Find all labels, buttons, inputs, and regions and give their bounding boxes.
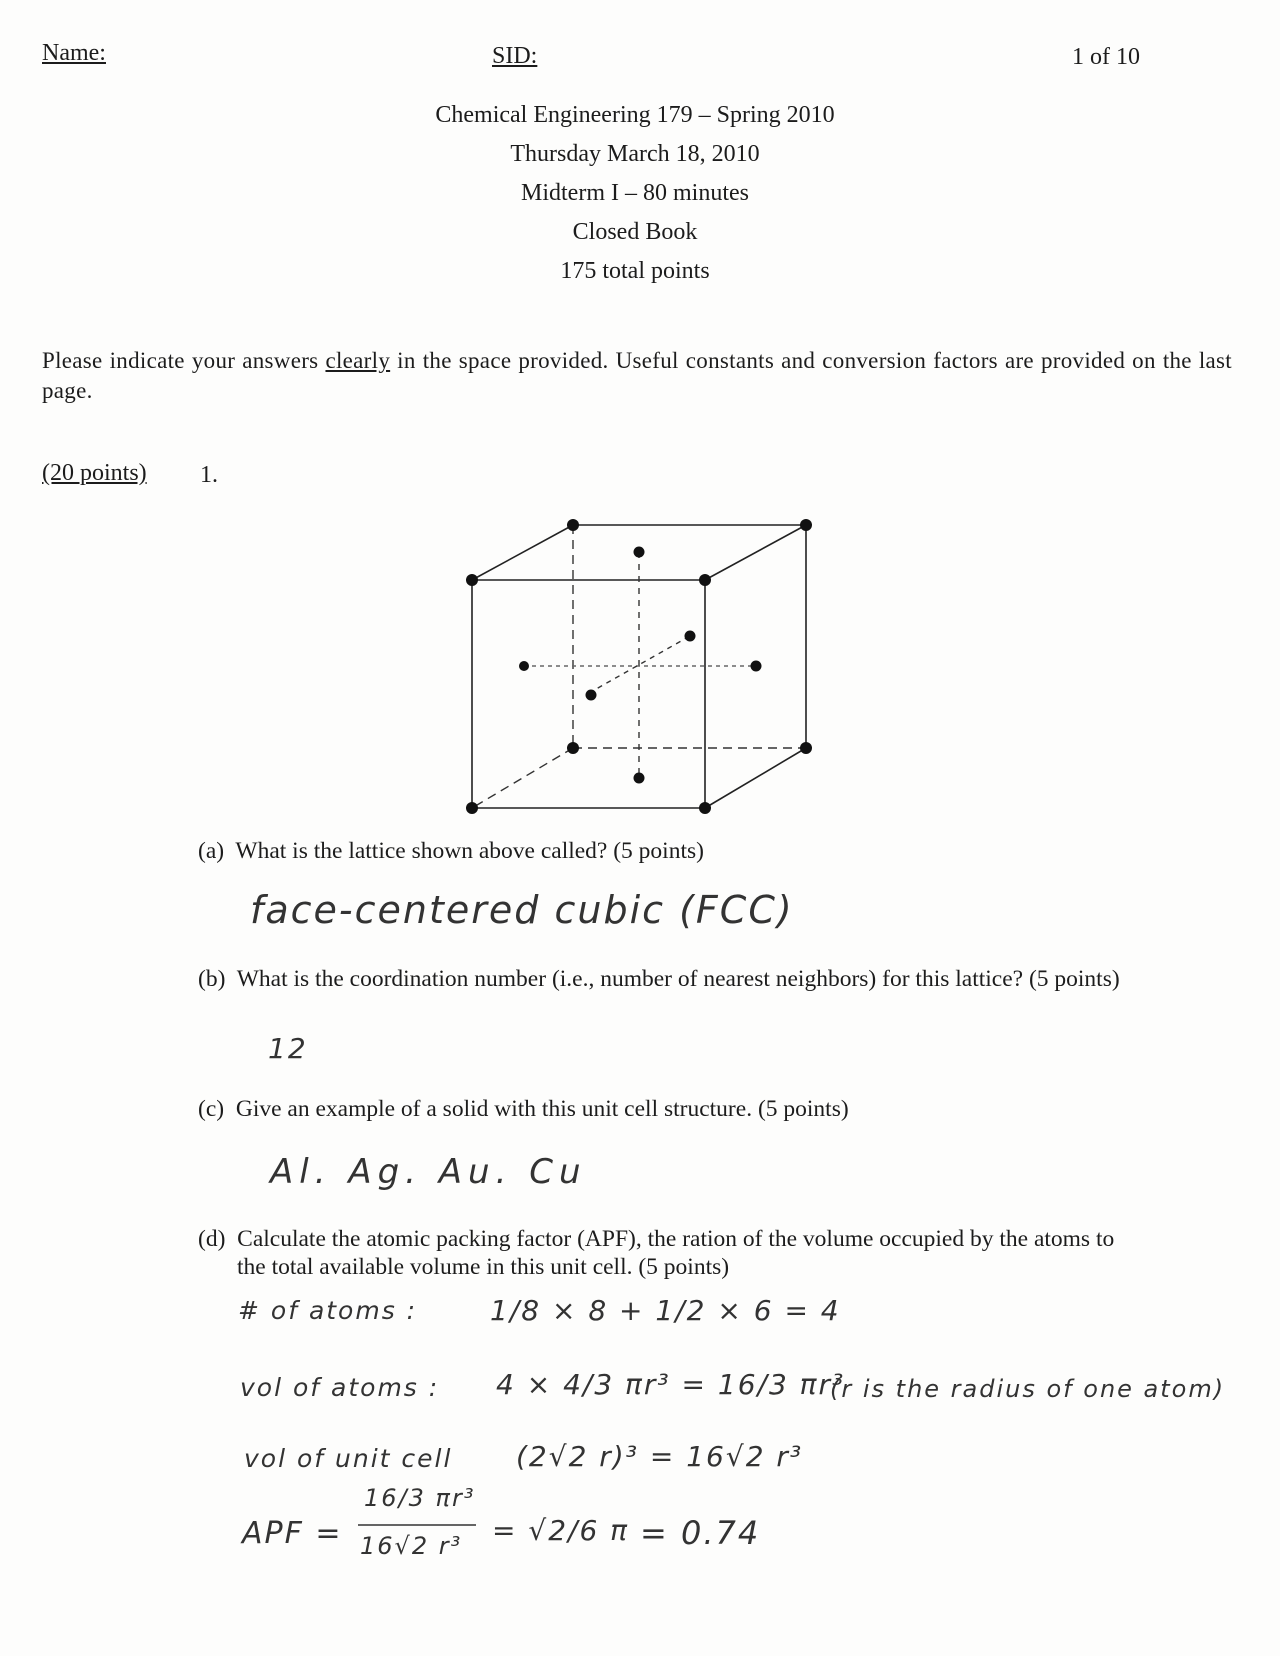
name-label: Name: [42, 40, 106, 66]
course-title: Chemical Engineering 179 – Spring 2010 [435, 102, 835, 128]
instructions-emphasis: clearly [325, 348, 391, 373]
work-apf-denominator: 16√2 r³ [360, 1532, 463, 1560]
instructions: Please indicate your answers clearly in the space provided. Useful constants and conversion factors are provided on the last page. [42, 348, 1232, 403]
exam-name: Midterm I – 80 minutes [521, 180, 749, 206]
question-c: (c) Give an example of a solid with this unit cell structure. (5 points) [198, 1096, 849, 1122]
face-center-atom [685, 631, 696, 642]
corner-atom [699, 574, 711, 586]
corner-atom [800, 742, 812, 754]
work-vol-cell-label: vol of unit cell [244, 1444, 453, 1473]
question-d-line1: (d) Calculate the atomic packing factor (APF), the ration of the volume occupied by the atoms to [198, 1226, 1115, 1252]
work-apf-simplified: = √2/6 π [492, 1514, 630, 1547]
work-apf-label: APF = [242, 1516, 343, 1551]
face-center-atom [634, 547, 645, 558]
work-vol-cell-calc: (2√2 r)³ = 16√2 r³ [516, 1440, 804, 1473]
problem-number: 1. [200, 462, 218, 488]
title-block [0, 96, 1270, 291]
question-a: (a) What is the lattice shown above called? (5 points) [198, 838, 704, 864]
corner-atom [800, 519, 812, 531]
corner-atom [567, 519, 579, 531]
work-vol-atoms-note: (r is the radius of one atom) [830, 1375, 1226, 1403]
face-center-atom [634, 773, 645, 784]
book-policy: Closed Book [572, 219, 698, 245]
work-atoms-calc: 1/8 × 8 + 1/2 × 6 = 4 [490, 1294, 841, 1327]
corner-atom [567, 742, 579, 754]
work-apf-numerator: 16/3 πr³ [364, 1484, 476, 1512]
exam-date: Thursday March 18, 2010 [510, 141, 760, 167]
fcc-unit-cell-diagram [440, 500, 820, 830]
work-vol-atoms-calc: 4 × 4/3 πr³ = 16/3 πr³ [496, 1368, 846, 1401]
corner-atom [466, 574, 478, 586]
apf-fraction-bar [356, 1522, 480, 1528]
answer-b: 12 [268, 1032, 308, 1065]
work-atoms-label: # of atoms : [238, 1296, 418, 1325]
work-vol-atoms-label: vol of atoms : [240, 1373, 440, 1402]
question-d-line2: the total available volume in this unit cell. (5 points) [237, 1254, 730, 1280]
work-apf-result: = 0.74 [640, 1514, 761, 1552]
corner-atom [466, 802, 478, 814]
page-number: 1 of 10 [1072, 44, 1140, 70]
total-points: 175 total points [560, 258, 710, 284]
answer-c: Al. Ag. Au. Cu [270, 1152, 587, 1192]
question-b: (b) What is the coordination number (i.e., number of nearest neighbors) for this lattice? (5 points) [198, 966, 1120, 992]
face-center-atom [519, 661, 529, 671]
face-center-atom [586, 690, 597, 701]
sid-label: SID: [492, 43, 538, 69]
face-center-atom [751, 661, 762, 672]
corner-atom [699, 802, 711, 814]
problem-points: (20 points) [42, 460, 147, 486]
answer-a: face-centered cubic (FCC) [250, 888, 794, 932]
